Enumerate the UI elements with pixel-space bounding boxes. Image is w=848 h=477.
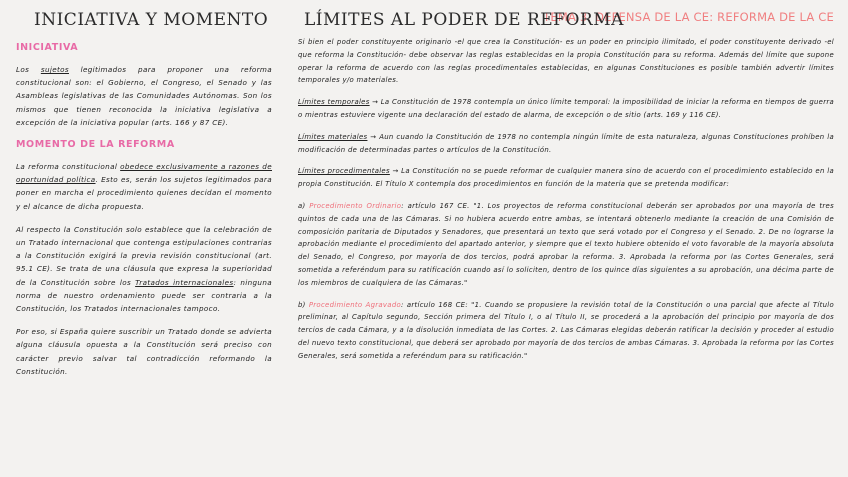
topic-label: TEMA 3. DEFENSA DE LA CE: REFORMA DE LA CE — [543, 10, 834, 24]
momento-paragraph-3: Por eso, si España quiere suscribir un Tratado donde se advierta alguna cláusula opuesta a la Constitución será preciso con carácter previo salvar tal contradicción reformando la Constitución. — [16, 327, 272, 376]
procedimiento-ordinario: a) Procedimiento Ordinario: artículo 167 CE. "1. Los proyectos de reforma constitucional deberán ser aprobados por una mayoría de tres quintos de cada una de las Cámaras. Si no hubiera acuerdo entre ambas, se intentará obtenerlo mediante la creación de una Comisión de composición paritaria de Diputados y Senadores, que presentará un texto que será votado por el Congreso y el Senado. 2. De no lograrse la aprobación mediante el procedimiento del apartado anterior, y siempre que el texto hubiere obtenido el voto favorable de la mayoría absoluta del Senado, el Congreso, por mayoría de dos tercios, podrá aprobar la reforma. 3. Aprobada la reforma por las Cortes Generales, será sometida a referéndum para su ratificación cuando así lo soliciten, dentro de los quince días siguientes a su aprobación, una décima parte de los miembros de cualquiera de las Cámaras." — [298, 201, 834, 287]
momento-paragraph-2: Al respecto la Constitución solo establece que la celebración de un Tratado internacional que contenga estipulaciones contrarias a la Constitución exigirá la previa revisión constitucional (art. 95.1 CE). Se trata de una cláusula que expresa la superioridad de la Constitución sobre los Tratados internacionales: ninguna norma de nuestro ordenamiento puede ser contraria a la Constitución, los Tratados internacionales tampoco. — [16, 224, 272, 314]
limites-procedimentales-label: Límites procedimentales — [298, 167, 390, 176]
procedimiento-ordinario-label: Procedimiento Ordinario — [309, 201, 402, 210]
limites-procedimentales: Límites procedimentales → La Constitución no se puede reformar de cualquier manera sino de acuerdo con el procedimiento establecido en la propia Constitución. El Título X contempla dos procedimientos en función de la materia que se pretenda modificar: — [298, 167, 834, 189]
momento-heading: MOMENTO DE LA REFORMA — [16, 139, 175, 151]
momento-paragraph-1: La reforma constitucional obedece exclusivamente a razones de oportunidad política. Esto es, serán los sujetos legitimados para poner en marcha el procedimiento quienes decidan el momento y el alcance de dicha propuesta. — [16, 162, 272, 211]
right-title: LÍMITES AL PODER DE REFORMA — [304, 10, 624, 30]
limites-temporales-label: Límites temporales — [298, 98, 370, 107]
limites-materiales-label: Límites materiales — [298, 132, 368, 141]
limites-temporales: Límites temporales → La Constitución de 1978 contempla un único límite temporal: la imposibilidad de iniciar la reforma en tiempos de guerra o mientras estuviere vigente una declaración del estado de alarma, de excepción o de sitio (arts. 169 y 116 CE). — [298, 98, 834, 119]
iniciativa-paragraph: Los sujetos legitimados para proponer una reforma constitucional son: el Gobierno, el Congreso, el Senado y las Asambleas legislativas de las Comunidades Autónomas. Son los mismos que tienen reconocida la iniciativa legislativa a excepción de la iniciativa popular (arts. 166 y 87 CE). — [16, 65, 272, 127]
procedimiento-agravado-label: Procedimiento Agravado — [308, 300, 402, 309]
left-column — [16, 10, 272, 388]
iniciativa-heading: INICIATIVA — [16, 42, 79, 53]
procedimiento-agravado: b) Procedimiento Agravado: artículo 168 CE: "1. Cuando se propusiere la revisión total de la Constitución o una parcial que afecte al Título preliminar, al Capítulo segundo, Sección primera del Título I, o al Título II, se procederá a la aprobación del principio por mayoría de dos tercios de cada Cámara, y a la disolución inmediata de las Cortes. 2. Las Cámaras elegidas deberán ratificar la decisión y proceder al estudio del nuevo texto constitucional, que deberá ser aprobado por mayoría de dos tercios de ambas Cámaras. 3. Aprobada la reforma por las Cortes Generales, será sometida a referéndum para su ratificación." — [298, 300, 835, 360]
intro-paragraph: Si bien el poder constituyente originario -el que crea la Constitución- es un poder en principio ilimitado, el poder constituyente derivado -el que reforma la Constitución- debe observar las reglas establecidas en la propia Constitución para su reforma. Además del límite que supone operar la reforma de acuerdo con las reglas procedimentales establecidas, en algunas Constituciones es posible también advertir límites temporales y/o materiales. — [298, 38, 834, 85]
limites-materiales: Límites materiales → Aun cuando la Constitución de 1978 no contempla ningún límite de esta naturaleza, algunas Constituciones prohíben la modificación de determinadas partes o artículos de la Constitución. — [298, 132, 834, 154]
left-title: INICIATIVA Y MOMENTO — [34, 10, 269, 30]
right-column — [298, 10, 834, 372]
